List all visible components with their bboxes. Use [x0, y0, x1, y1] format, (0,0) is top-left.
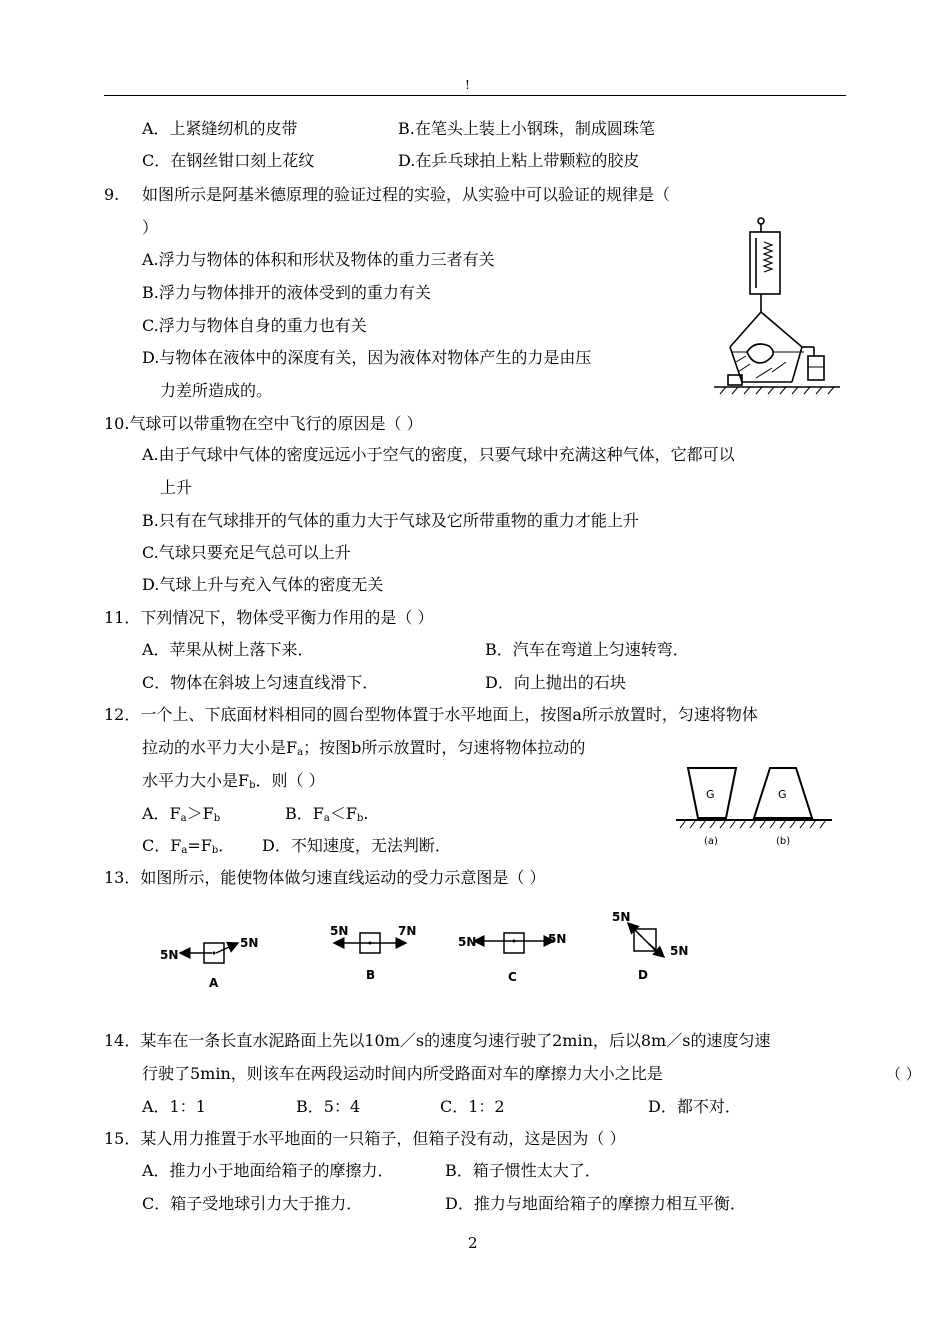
q9-stem-cont: ）: [142, 218, 159, 237]
diagram-c-label: C: [508, 970, 517, 984]
q12-stem: 12．一个上、下底面材料相同的圆台型物体置于水平地面上，按图a所示放置时，匀速将物体: [104, 705, 758, 724]
q10-option-c: C.气球只要充足气总可以上升: [142, 543, 351, 562]
q9-option-c: C.浮力与物体自身的重力也有关: [142, 316, 367, 335]
q12-stem-line3: 水平力大小是$F_b$．则（ ）: [142, 771, 325, 791]
q9-number: 9.: [104, 185, 120, 204]
diagram-a-right-force: 5N: [240, 936, 259, 950]
diagram-c-right-force: 5N: [548, 932, 567, 946]
diagram-a-label: A: [209, 976, 219, 990]
q14-stem-cont: 行驶了5min，则该车在两段运动时间内所受路面对车的摩擦力大小之比是: [142, 1064, 663, 1083]
q8-option-a: A．上紧缝纫机的皮带: [142, 119, 298, 138]
force-diagrams-figure: [150, 905, 710, 995]
q15-stem: 15．某人用力推置于水平地面的一只箱子，但箱子没有动，这是因为（ ）: [104, 1129, 626, 1148]
q14-stem: 14．某车在一条长直水泥路面上先以10m／s的速度匀速行驶了2min，后以8m／s的速度匀速: [104, 1031, 771, 1050]
q14-option-c: C．1：2: [440, 1097, 505, 1116]
q14-option-b: B．5：4: [296, 1097, 361, 1116]
q10-option-a: A.由于气球中气体的密度远远小于空气的密度，只要气球中充满这种气体，它都可以: [142, 445, 735, 464]
q9-option-b: B.浮力与物体排开的液体受到的重力有关: [142, 283, 431, 302]
page-number: 2: [468, 1234, 478, 1252]
q11-option-d: D．向上抛出的石块: [485, 673, 626, 692]
q13-stem: 13．如图所示，能使物体做匀速直线运动的受力示意图是（ ）: [104, 868, 546, 887]
q8-option-b: B.在笔头上装上小钢珠，制成圆珠笔: [398, 119, 655, 138]
frustum-a-caption: (a): [704, 836, 718, 847]
q8-option-c: C．在钢丝钳口刻上花纹: [142, 151, 315, 170]
q12-option-d: D．不知速度，无法判断．: [262, 836, 451, 855]
diagram-c-left-force: 5N: [458, 935, 477, 949]
q15-option-a: A．推力小于地面给箱子的摩擦力．: [142, 1161, 394, 1180]
q14-option-a: A．1：1: [142, 1097, 206, 1116]
diagram-d-right-force: 5N: [670, 944, 689, 958]
diagram-a-left-force: 5N: [160, 948, 179, 962]
q8-option-d: D.在乒乓球拍上粘上带颗粒的胶皮: [398, 151, 640, 170]
q14-option-d: D．都不对．: [648, 1097, 741, 1116]
q12-stem-line2: 拉动的水平力大小是$F_a$；按图b所示放置时，匀速将物体拉动的: [142, 738, 586, 758]
q10-option-d: D.气球上升与充入气体的密度无关: [142, 575, 384, 594]
q11-stem: 11．下列情况下，物体受平衡力作用的是（ ）: [104, 608, 434, 627]
header-mark: !: [465, 78, 470, 92]
q10-option-a-cont: 上升: [160, 478, 193, 497]
q12-option-a: A．$F_a>F_b$: [142, 804, 221, 824]
frustum-b-caption: (b): [776, 836, 791, 847]
diagram-d-label: D: [638, 968, 648, 982]
frustum-a-g-label: G: [706, 788, 715, 801]
q11-option-c: C．物体在斜坡上匀速直线滑下．: [142, 673, 379, 692]
q15-option-b: B．箱子惯性太大了．: [445, 1161, 601, 1180]
q10-stem: 10.气球可以带重物在空中飞行的原因是（ ）: [104, 414, 423, 433]
diagram-b-left-force: 5N: [330, 924, 349, 938]
q10-option-b: B.只有在气球排开的气体的重力大于气球及它所带重物的重力才能上升: [142, 511, 639, 530]
q9-option-d: D.与物体在液体中的深度有关，因为液体对物体产生的力是由压: [142, 348, 592, 367]
header-rule: [104, 95, 846, 96]
q15-option-c: C．箱子受地球引力大于推力．: [142, 1194, 363, 1213]
q11-option-a: A．苹果从树上落下来．: [142, 640, 314, 659]
frustum-figure: [674, 762, 836, 852]
q9-option-d-cont: 力差所造成的。: [160, 381, 273, 400]
diagram-b-label: B: [366, 968, 376, 982]
archimedes-experiment-figure: [712, 212, 842, 397]
q11-option-b: B．汽车在弯道上匀速转弯．: [485, 640, 689, 659]
q9-stem: 如图所示是阿基米德原理的验证过程的实验，从实验中可以验证的规律是（: [142, 185, 671, 204]
q9-option-a: A.浮力与物体的体积和形状及物体的重力三者有关: [142, 250, 495, 269]
q15-option-d: D．推力与地面给箱子的摩擦力相互平衡．: [445, 1194, 746, 1213]
frustum-b-g-label: G: [778, 788, 787, 801]
diagram-d-top-force: 5N: [612, 910, 631, 924]
q12-option-c: C．$F_a=F_b$．: [142, 836, 235, 856]
q12-option-b: B．$F_a<F_b$.: [285, 804, 369, 824]
q14-answer-paren: （ ）: [886, 1065, 921, 1083]
diagram-b-right-force: 7N: [398, 924, 417, 938]
